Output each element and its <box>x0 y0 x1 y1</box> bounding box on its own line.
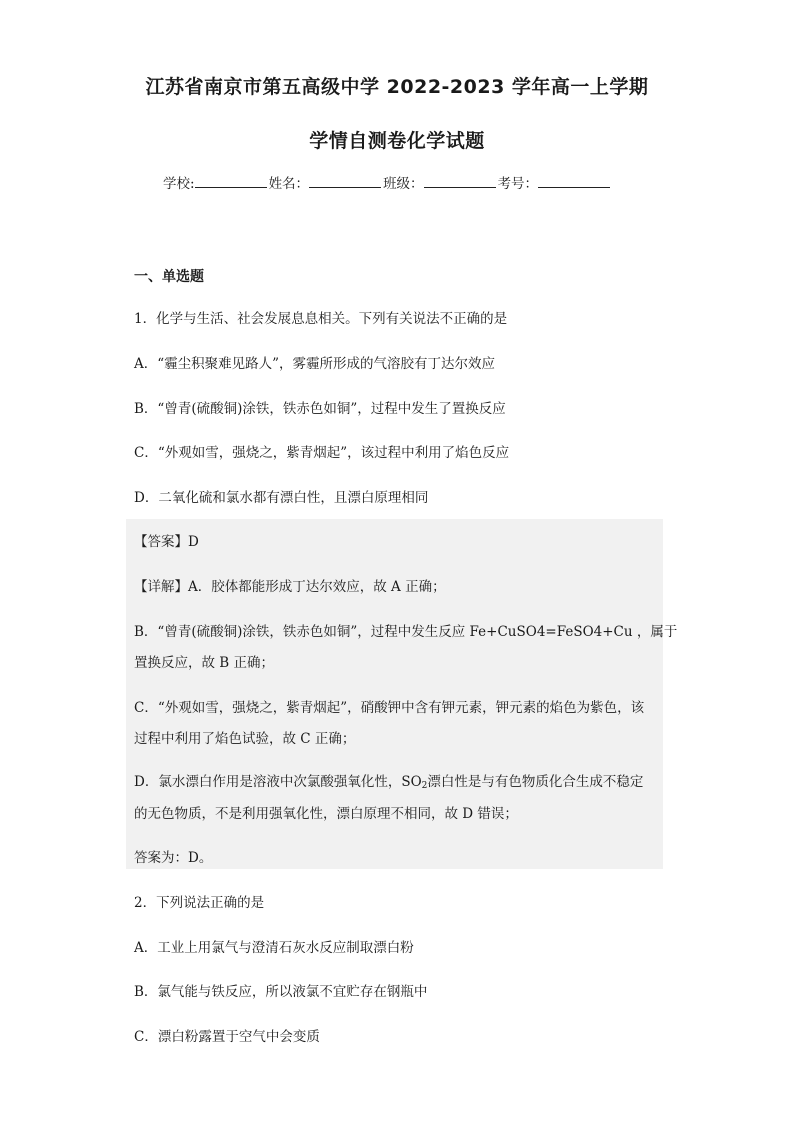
detail-line-d1 <box>134 770 643 791</box>
detail-d1-pre: D．氯水漂白作用是溶液中次氯酸强氧化性，SO <box>134 774 422 790</box>
detail-line-b2: 置换反应，故 B 正确； <box>134 655 275 671</box>
name-blank <box>309 175 381 188</box>
question-1-option-a: A．“霾尘积聚难见路人”，雾霾所形成的气溶胶有丁达尔效应 <box>134 356 496 372</box>
detail-line-d2: 的无色物质，不是利用强氧化性，漂白原理不相同，故 D 错误； <box>134 806 518 822</box>
question-1-option-b: B．“曾青(硫酸铜)涂铁，铁赤色如铜”，过程中发生了置换反应 <box>134 401 506 417</box>
number-blank <box>538 175 610 188</box>
class-label: 班级： <box>383 176 424 192</box>
document-title-line2: 学情自测卷化学试题 <box>309 130 485 152</box>
final-answer: 答案为：D。 <box>134 850 213 866</box>
class-blank <box>424 175 496 188</box>
so2-subscript: 2 <box>421 781 428 791</box>
answer-label: 【答案】D <box>134 534 199 550</box>
section-heading: 一、单选题 <box>134 269 204 285</box>
student-info-line <box>163 172 612 192</box>
school-label: 学校: <box>163 176 195 192</box>
detail-d1-post: 漂白性是与有色物质化合生成不稳定 <box>427 774 644 790</box>
detail-line-c2: 过程中利用了焰色试验，故 C 正确； <box>134 731 356 747</box>
question-2-option-a: A．工业上用氯气与澄清石灰水反应制取漂白粉 <box>134 940 414 956</box>
document-title-line1: 江苏省南京市第五高级中学 2022-2023 学年高一上学期 <box>145 76 649 98</box>
question-2-stem: 2．下列说法正确的是 <box>134 895 265 911</box>
school-blank <box>195 175 267 188</box>
name-label: 姓名： <box>268 176 310 192</box>
detail-line-a: 【详解】A．胶体都能形成丁达尔效应，故 A 正确； <box>134 579 446 595</box>
question-1-option-d: D．二氧化硫和氯水都有漂白性，且漂白原理相同 <box>134 490 429 506</box>
question-1-option-c: C．“外观如雪，强烧之，紫青烟起”，该过程中利用了焰色反应 <box>134 445 510 461</box>
number-label: 考号： <box>497 176 539 192</box>
detail-line-c1: C．“外观如雪，强烧之，紫青烟起”，硝酸钾中含有钾元素，钾元素的焰色为紫色，该 <box>134 700 645 716</box>
question-2-option-c: C．漂白粉露置于空气中会变质 <box>134 1029 320 1045</box>
question-2-option-b: B．氯气能与铁反应，所以液氯不宜贮存在钢瓶中 <box>134 984 428 1000</box>
question-1-stem: 1．化学与生活、社会发展息息相关。下列有关说法不正确的是 <box>134 311 508 327</box>
detail-line-b1: B．“曾青(硫酸铜)涂铁，铁赤色如铜”，过程中发生反应 Fe+CuSO4=FeSO4+Cu ，属于 <box>134 624 678 640</box>
